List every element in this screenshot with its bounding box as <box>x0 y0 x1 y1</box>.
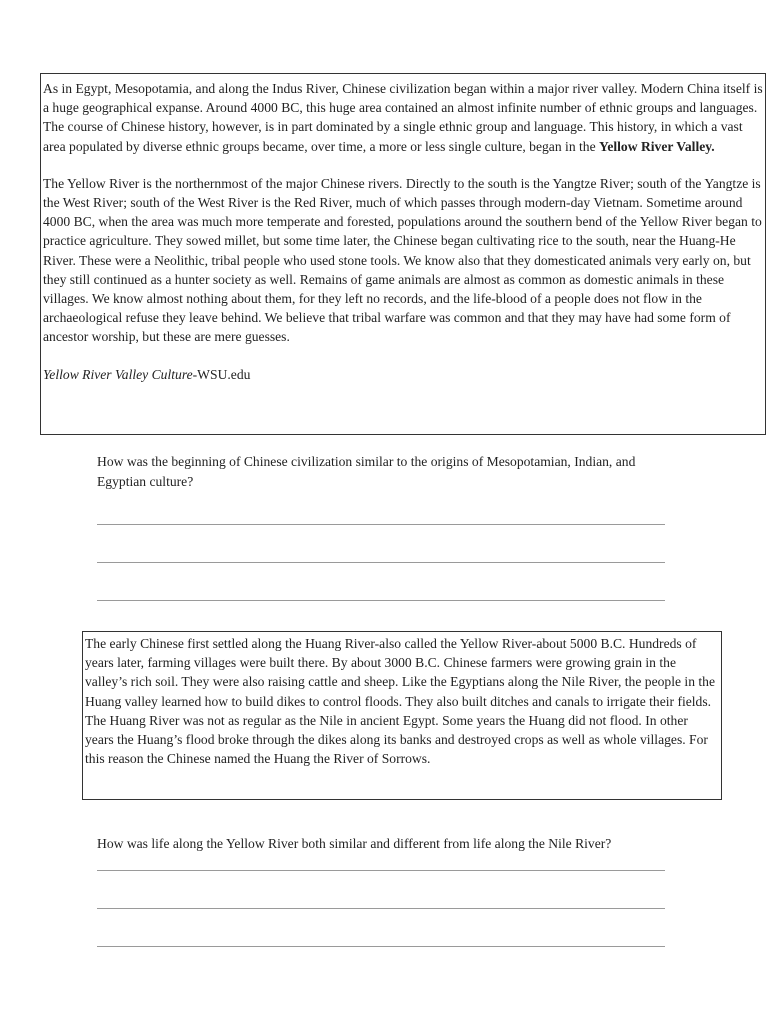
passage-1-bold-term: Yellow River Valley. <box>599 138 715 154</box>
passage-1-paragraph-2: The Yellow River is the northernmost of the major Chinese rivers. Directly to the south is the Yangtze River; south of the Yangtze is the West River; south of the West River is the Red River, much of which passes through modern-day Vietnam. Sometime around 4000 BC, when the area was much more temperate and forested, populations around the southern bend of the Yellow River began to practice agriculture. They sowed millet, but some time later, the Chinese began cultivating rice to the south, near the Huang-He River. These were a Neolithic, tribal people who used stone tools. We know also that they domesticated animals very early on, but they still continued as a hunter society as well. Remains of game animals are almost as common as domestic animals in these villages. We know almost nothing about them, for they left no records, and the life-blood of a people does not flow in the archaeological refuse they leave behind. We believe that tribal warfare was common and that they may have had some form of ancestor worship, but these are mere guesses. <box>43 175 762 345</box>
reading-passage-1 <box>40 73 766 435</box>
answer-line-3[interactable] <box>97 600 665 601</box>
source-title: Yellow River Valley Culture <box>43 366 193 382</box>
answer-line-5[interactable] <box>97 908 665 909</box>
answer-line-1[interactable] <box>97 524 665 525</box>
question-1: How was the beginning of Chinese civilization similar to the origins of Mesopotamian, Indian, and Egyptian culture? <box>97 454 636 489</box>
source-citation <box>43 365 763 384</box>
reading-passage-2 <box>82 631 722 800</box>
source-suffix: -WSU.edu <box>192 366 251 382</box>
answer-line-6[interactable] <box>97 946 665 947</box>
question-2: How was life along the Yellow River both similar and different from life along the Nile River? <box>97 836 612 851</box>
passage-1-paragraph-1-text: As in Egypt, Mesopotamia, and along the Indus River, Chinese civilization began within a major river valley. Modern China itself is a huge geographical expanse. Around 4000 BC, this huge area contained an almost infinite number of ethnic groups and languages. The course of Chinese history, however, is in part dominated by a single ethnic group and language. This history, in which a vast area populated by diverse ethnic groups became, over time, a more or less single culture, began in the <box>43 81 763 154</box>
answer-line-2[interactable] <box>97 562 665 563</box>
passage-1-paragraph-1 <box>43 79 763 156</box>
passage-2-text: The early Chinese first settled along the Huang River-also called the Yellow River-about 5000 B.C. Hundreds of years later, farming villages were built there. By about 3000 B.C. Chinese farmers were growing grain in the valley’s rich soil. They were also raising cattle and sheep. Like the Egyptians along the Nile River, the people in the Huang valley learned how to build dikes to control floods. They also built ditches and canals to irrigate their fields. The Huang River was not as regular as the Nile in ancient Egypt. Some years the Huang did not flood. In other years the Huang’s flood broke through the dikes along its banks and destroyed crops as well as whole villages. For this reason the Chinese named the Huang the River of Sorrows. <box>85 636 715 767</box>
answer-line-4[interactable] <box>97 870 665 871</box>
